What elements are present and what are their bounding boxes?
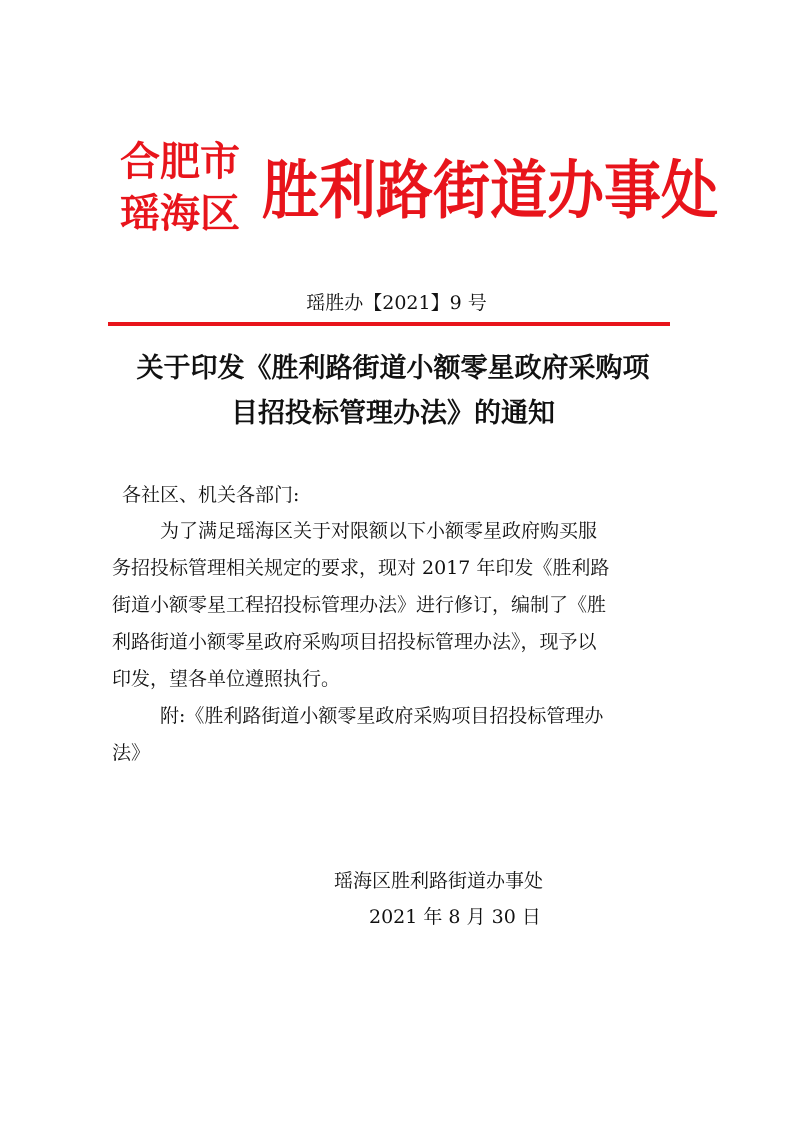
title-line-1: 关于印发《胜利路街道小额零星政府采购项 [136, 353, 650, 384]
document-title [112, 346, 674, 436]
title-line-2: 目招投标管理办法》的通知 [231, 398, 555, 429]
signature: 瑶海区胜利路街道办事处 [334, 870, 544, 892]
body-line: 为了满足瑶海区关于对限额以下小额零星政府购买服 [160, 520, 598, 542]
document-number: 瑶胜办【2021】9 号 [306, 292, 487, 314]
salutation: 各社区、机关各部门: [122, 484, 300, 506]
body-line: 务招投标管理相关规定的要求，现对 2017 年印发《胜利路 [112, 557, 610, 579]
issue-date: 2021 年 8 月 30 日 [369, 906, 541, 928]
header-red-rule [108, 322, 670, 326]
header-office-name: 胜利路街道办事处 [262, 154, 718, 229]
body-line: 利路街道小额零星政府采购项目招投标管理办法》，现予以 [112, 631, 597, 653]
body-line: 街道小额零星工程招投标管理办法》进行修订，编制了《胜 [112, 594, 607, 616]
attachment-line: 法》 [112, 742, 151, 764]
body-line: 印发，望各单位遵照执行。 [112, 668, 341, 690]
header-city-district [120, 136, 250, 240]
header-city: 合肥市 [120, 139, 240, 185]
header-district: 瑶海区 [120, 191, 240, 237]
attachment-line: 附:《胜利路街道小额零星政府采购项目招投标管理办 [160, 705, 604, 727]
